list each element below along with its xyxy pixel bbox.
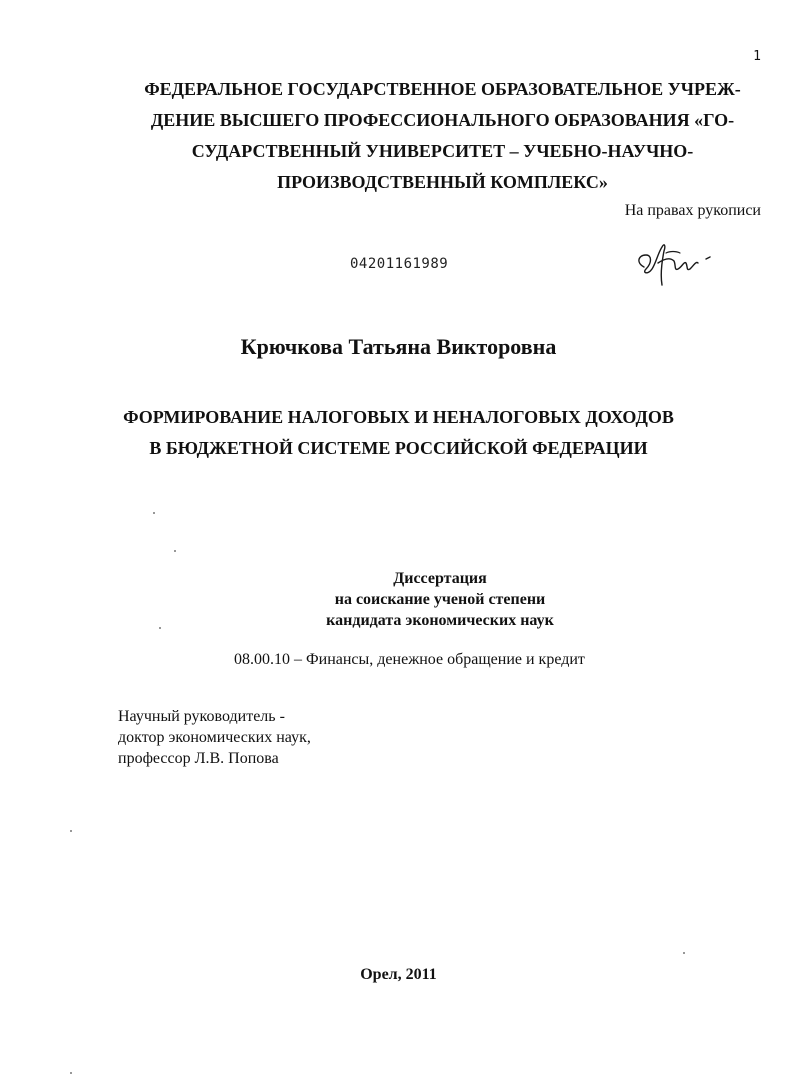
title-line: ФОРМИРОВАНИЕ НАЛОГОВЫХ И НЕНАЛОГОВЫХ ДОХОДОВ (123, 407, 674, 427)
scan-speck (159, 627, 161, 629)
supervisor-line: доктор экономических наук, (118, 729, 311, 746)
manuscript-note: На правах рукописи (624, 202, 761, 219)
supervisor-block (118, 706, 311, 769)
specialty-code: 08.00.10 – Финансы, денежное обращение и кредит (234, 651, 585, 668)
degree-line: кандидата экономических наук (326, 612, 554, 629)
institution-name (70, 74, 797, 198)
supervisor-line: профессор Л.В. Попова (118, 750, 279, 767)
dissertation-title (30, 402, 767, 464)
page-number: 1 (753, 49, 761, 64)
scan-speck (70, 1072, 72, 1074)
title-line: В БЮДЖЕТНОЙ СИСТЕМЕ РОССИЙСКОЙ ФЕДЕРАЦИИ (149, 438, 648, 458)
degree-statement (230, 568, 650, 631)
author-name: Крючкова Татьяна Викторовна (240, 334, 557, 359)
city-year: Орел, 2011 (360, 966, 437, 983)
degree-line: на соискание ученой степени (334, 591, 546, 608)
handwritten-signature-icon (630, 233, 720, 297)
supervisor-line: Научный руководитель - (118, 708, 285, 725)
barcode-number: 04201161989 (350, 256, 449, 272)
scan-speck (70, 830, 72, 832)
institution-line: ФЕДЕРАЛЬНОЕ ГОСУДАРСТВЕННОЕ ОБРАЗОВАТЕЛЬНОЕ УЧРЕЖ- (144, 79, 741, 99)
institution-line: ДЕНИЕ ВЫСШЕГО ПРОФЕССИОНАЛЬНОГО ОБРАЗОВАНИЯ «ГО- (150, 110, 735, 130)
scan-speck (683, 952, 685, 954)
degree-line: Диссертация (393, 570, 487, 587)
institution-line: СУДАРСТВЕННЫЙ УНИВЕРСИТЕТ – УЧЕБНО-НАУЧНО- (191, 141, 694, 161)
institution-line: ПРОИЗВОДСТВЕННЫЙ КОМПЛЕКС» (277, 172, 608, 192)
scan-speck (153, 512, 155, 514)
scan-speck (174, 550, 176, 552)
